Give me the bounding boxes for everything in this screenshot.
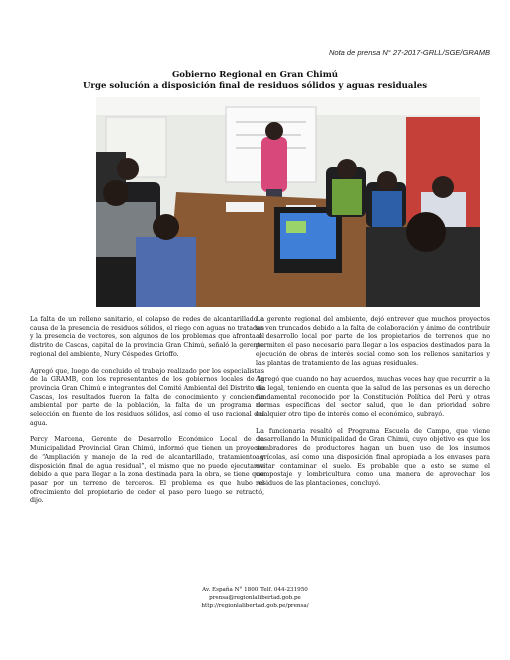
meeting-photo-illustration: [96, 97, 480, 307]
title-line-2: Urge solución a disposición final de residuos sólidos y aguas residuales: [82, 81, 428, 91]
footer-contact: [0, 586, 510, 611]
footer-address: Av. España N° 1800 Telf. 044-231950: [202, 587, 308, 593]
article-paragraph: La funcionaria resaltó el Programa Escuela de Campo, que viene desarrollando la Municipalidad de Gran Chimú, cuyo objetivo es que los sembradores de productores hagan un buen uso de los insumos agrícolas, así como una disposición final apropiada a los envases para evitar contaminar el suelo. Es probable que a esto se sume el compostaje y lombricultura como una manera de aprovechar los residuos de las plantaciones, concluyó.: [256, 427, 490, 487]
press-note-reference: Nota de prensa N° 27-2017-GRLL/SGE/GRAMB: [329, 48, 490, 57]
footer-url[interactable]: http://regionlalibertad.gob.pe/prensa/: [201, 603, 309, 610]
article-right-column: [256, 316, 490, 497]
article-left-column: [30, 316, 264, 514]
title-line-1: Gobierno Regional en Gran Chimú: [171, 70, 339, 80]
article-paragraph: Agregó que, luego de concluido el trabajo realizado por los especialistas de la GRAMB, con los representantes de los gobiernos locales de la provincia Gran Chimú e integrantes del Comité Ambiental del Distrito de Cascas, los resultados fueron la falta de conocimiento y conciencia ambiental por parte de la población, la falta de un programa de selección en fuente de los residuos sólidos, así como el uso racional del agua.: [30, 367, 264, 427]
article-paragraph: Agregó que cuando no hay acuerdos, muchas veces hay que recurrir a la vía legal, teniendo en cuenta que la salud de las personas es un derecho fundamental reconocido por la Constitución Política del Perú y otras normas específicas del sector salud, que le dan prioridad sobre cualquier otro tipo de interés como el económico, subrayó.: [256, 376, 490, 419]
meeting-photo: [96, 97, 480, 307]
footer-email[interactable]: prensa@regionlalibertad.gob.pe: [209, 595, 301, 602]
article-paragraph: Percy Marcena, Gerente de Desarrollo Económico Local de la Municipalidad Provincial Gran Chimú, informó que tienen un proyecto de “Ampliación y manejo de la red de alcantarillado, tratamiento y disposición final de agua residual”, el mismo que no puede ejecutarse debido a que para llegar a la zona destinada para la obra, se tiene que pasar por un terreno de terceros. El problema es que hubo el ofrecimiento del propietario de ceder el paso pero luego se retractó, dijo.: [30, 436, 264, 505]
article-paragraph: La falta de un relleno sanitario, el colapso de redes de alcantarillado a causa de la presencia de residuos sólidos, el riego con aguas no tratadas y la presencia de vectores, son algunos de los problemas que afronta el distrito de Cascas, capital de la provincia Gran Chimú, señaló la gerente regional del ambiente, Nury Céspedes Grioffo.: [30, 316, 264, 358]
article-paragraph: La gerente regional del ambiente, dejó entrever que muchos proyectos se ven truncados debido a la falta de colaboración y ánimo de contribuir al desarrollo local por parte de los propietarios de terrenos que no permiten el paso necesario para llegar a los espacios destinados para la ejecución de obras de interés social como son los rellenos sanitarios y las plantas de tratamiento de las aguas residuales.: [256, 316, 490, 367]
article-title: [0, 70, 510, 92]
